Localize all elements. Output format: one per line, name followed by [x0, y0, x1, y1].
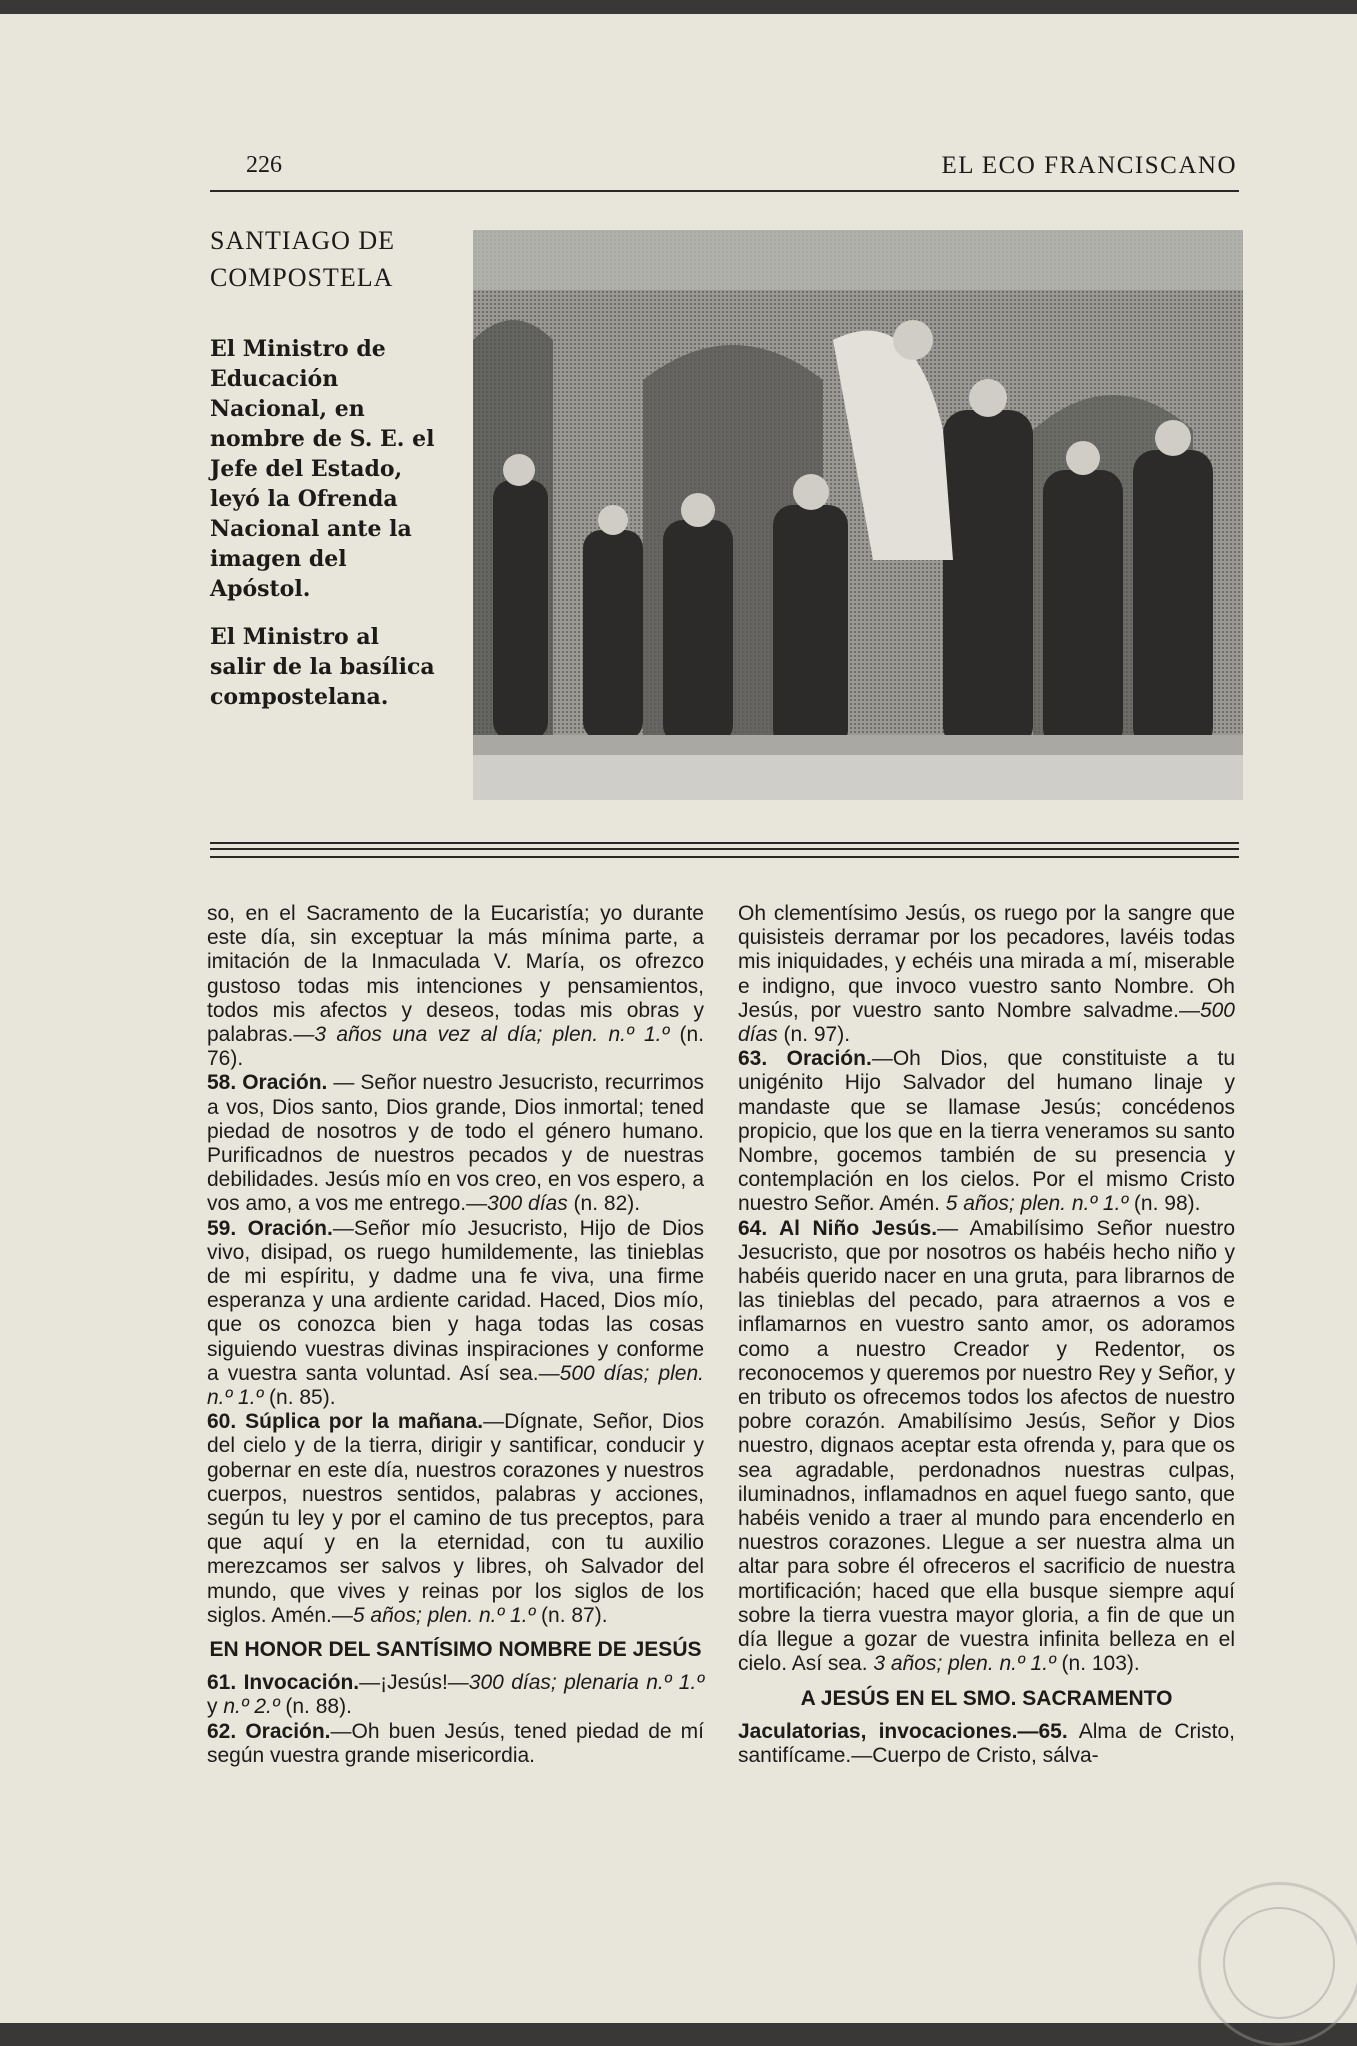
paragraph-58: 58. Oración. — Señor nuestro Jesucristo, recurrimos a vos, Dios santo, Dios grande, Dios inmortal; tened piedad de nosotros y de todo el género humano. Purificadnos de nuestros pecados y de nuestras debilidades. Jesús mío en vos creo, en vos espero, a vos amo, a vos me entrego.—300 días (n. 82). — [207, 1071, 705, 1216]
section-heading-santisimo-nombre: EN HONOR DEL SANTÍSIMO NOMBRE DE JESÚS — [209, 1638, 702, 1662]
photograph-illustration — [473, 230, 1243, 800]
journal-title: EL ECO FRANCISCANO — [941, 152, 1237, 179]
library-stamp — [1198, 1882, 1357, 2046]
caption-title — [210, 222, 440, 296]
paragraph-64: 64. Al Niño Jesús.— Amabilísimo Señor nuestro Jesucristo, que por nosotros os habéis hecho niño y habéis querido nacer en una gruta, para librarnos de las tinieblas del pecado, para atraernos a vos e inflamarnos en vuestro santo amor, os adoramos como a nuestro Creador y Redentor, os reconocemos y queremos por nuestro Rey y Señor, y en tributo os ofrecemos todos los afectos de nuestro pobre corazón. Amabilísimo Jesús, Señor y Dios nuestro, dignaos aceptar esta ofrenda y, para que os sea agradable, perdonadnos nuestras culpas, iluminadnos, inflamadnos en aquel fuego santo, que habéis venido a traer al mundo para encenderlo en nuestros corazones. Llegue a ser nuestra alma un altar para sobre él ofreceros el sacrificio de nuestra mortificación; haced que ella busque siempre aquí sobre la tierra vuestra mayor gloria, a fin de que un día llegue a gozar de vuestra infinita belleza en el cielo. Así sea. 3 años; plen. n.º 1.º (n. 103). — [738, 1216, 1236, 1676]
section-divider — [210, 842, 1239, 858]
library-stamp-inner — [1223, 1907, 1335, 2019]
paragraph-59: 59. Oración.—Señor mío Jesucristo, Hijo de Dios vivo, disipad, os ruego humildemente, las tinieblas de mi espíritu, y dadme una fe viva, una firme esperanza y una ardiente caridad. Haced, Dios mío, que os conozca bien y haga todas las cosas siguiendo vuestras divinas inspiraciones y conforme a vuestra santa voluntad. Así sea.—500 días; plen. n.º 1.º (n. 85). — [207, 1216, 704, 1410]
caption-text-1: El Ministro de Educación Nacional, en nombre de S. E. el Jefe del Estado, leyó la Ofrenda Nacional ante la imagen del Apóstol. — [210, 336, 435, 602]
section-heading-smo-sacramento: A JESÚS EN EL SMO. SACRAMENTO — [800, 1686, 1173, 1710]
photograph — [473, 230, 1243, 800]
paragraph-61: 61. Invocación.—¡Jesús!—300 días; plenaria n.º 1.º y n.º 2.º (n. 88). — [207, 1671, 704, 1719]
paragraph-60: 60. Súplica por la mañana.—Dígnate, Señor, Dios del cielo y de la tierra, dirigir y santificar, conducir y gobernar en este día, nuestros corazones y nuestros cuerpos, nuestros sentidos, palabras y acciones, según tu ley y por el camino de tus preceptos, para que aquí y en la eternidad, con tu auxilio merezcamos ser salvos y libres, oh Salvador del mundo, que vives y reinas por los siglos de los siglos. Amén.—5 años; plen. n.º 1.º (n. 87). — [207, 1410, 705, 1627]
caption-text-2: El Ministro al salir de la basílica compostelana. — [210, 624, 435, 710]
paragraph-62: 62. Oración.—Oh buen Jesús, tened piedad de mí según vuestra grande misericordia. — [207, 1719, 705, 1767]
right-column — [738, 902, 1235, 1768]
page — [0, 14, 1357, 2023]
left-column — [207, 902, 704, 1768]
paragraph-63: 63. Oración.—Oh Dios, que constituiste a tu unigénito Hijo Salvador del humano linaje y mandaste que se llamase Jesús; concédenos propicio, que los que en la tierra veneramos su santo Nombre, gocemos también de su presencia y contemplación en los cielos. Por el mismo Cristo nuestro Señor. Amén. 5 años; plen. n.º 1.º (n. 98). — [738, 1047, 1236, 1216]
page-number: 226 — [246, 152, 282, 178]
paragraph-65: Jaculatorias, invocaciones.—65. Alma de Cristo, santifícame.—Cuerpo de Cristo, sálva- — [738, 1719, 1235, 1767]
caption-title-line1: SANTIAGO DE — [210, 226, 396, 255]
header-rule — [210, 190, 1239, 192]
paragraph-continuation: so, en el Sacramento de la Eucaristía; yo durante este día, sin exceptuar la más mínima parte, a imitación de la Inmaculada V. María, os ofrezco gustoso todas mis intenciones y pensamientos, todos mis afectos y deseos, todas mis obras y palabras.—3 años una vez al día; plen. n.º 1.º (n. 76). — [207, 902, 704, 1071]
caption-title-line2: COMPOSTELA — [210, 263, 394, 292]
paragraph-62-continuation: Oh clementísimo Jesús, os ruego por la sangre que quisisteis derramar por los pecadores, lavéis todas mis iniquidades, y echéis una mirada a mí, miserable e indigno, que invoco vuestro santo Nombre. Oh Jesús, por vuestro santo Nombre salvadme.—500 días (n. 97). — [738, 902, 1235, 1047]
